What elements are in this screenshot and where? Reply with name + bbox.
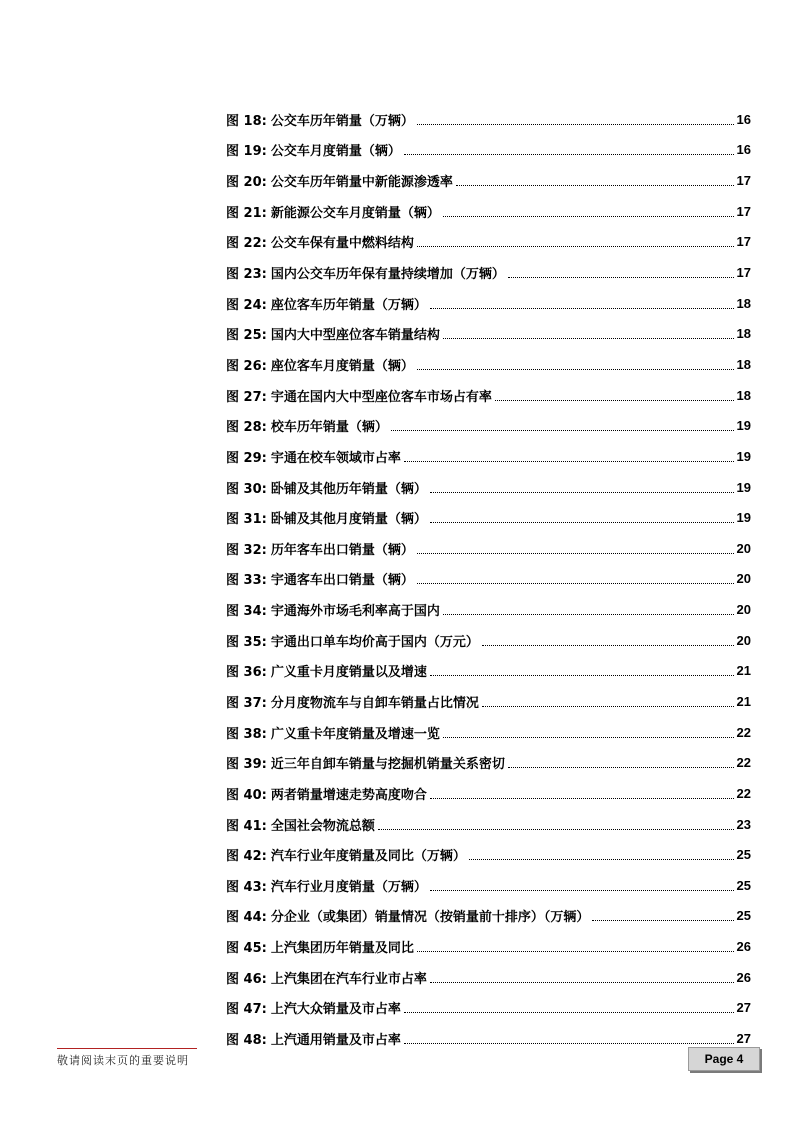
toc-entry-title: 汽车行业年度销量及同比（万辆）	[270, 849, 466, 865]
toc-entry-title: 广义重卡月度销量以及增速	[270, 665, 427, 681]
toc-entry-page-number: 26	[736, 969, 751, 985]
toc-entry[interactable]	[226, 1023, 751, 1054]
toc-entry-title: 两者销量增速走势高度吻合	[270, 787, 427, 803]
toc-entry[interactable]	[226, 288, 751, 319]
toc-entry-title: 上汽通用销量及市占率	[270, 1033, 401, 1049]
toc-dot-leader	[443, 737, 734, 738]
toc-entry-label: 图 20:	[226, 175, 267, 191]
toc-entry[interactable]	[226, 564, 751, 595]
toc-entry-title: 宇通出口单车均价高于国内（万元）	[270, 634, 479, 650]
toc-entry-label: 图 42:	[226, 849, 267, 865]
toc-entry-title: 宇通客车出口销量（辆）	[270, 573, 414, 589]
toc-entry-page-number: 22	[736, 755, 751, 771]
toc-entry-label: 图 33:	[226, 573, 267, 589]
toc-entry-page-number: 18	[736, 326, 751, 342]
toc-entry-label: 图 25:	[226, 328, 267, 344]
toc-dot-leader	[417, 553, 734, 554]
toc-entry-title: 卧铺及其他月度销量（辆）	[270, 512, 427, 528]
toc-dot-leader	[430, 982, 734, 983]
page-number-box	[688, 1047, 760, 1071]
toc-entry-label: 图 19:	[226, 144, 267, 160]
toc-entry-label: 图 39:	[226, 757, 267, 773]
toc-entry-title: 上汽集团历年销量及同比	[270, 941, 414, 957]
toc-entry-page-number: 18	[736, 356, 751, 372]
toc-entry-label: 图 48:	[226, 1033, 267, 1049]
toc-entry-label: 图 26:	[226, 358, 267, 374]
toc-dot-leader	[430, 890, 734, 891]
toc-entry[interactable]	[226, 993, 751, 1024]
toc-entry-label: 图 43:	[226, 879, 267, 895]
toc-entry-label: 图 45:	[226, 941, 267, 957]
toc-entry[interactable]	[226, 962, 751, 993]
toc-dot-leader	[482, 645, 734, 646]
toc-entry-title: 宇通海外市场毛利率高于国内	[270, 604, 440, 620]
toc-entry-title: 全国社会物流总额	[270, 818, 375, 834]
toc-dot-leader	[417, 369, 734, 370]
toc-entry[interactable]	[226, 472, 751, 503]
toc-entry-title: 国内大中型座位客车销量结构	[270, 328, 440, 344]
toc-entry-title: 上汽集团在汽车行业市占率	[270, 971, 427, 987]
toc-entry-page-number: 19	[736, 448, 751, 464]
toc-entry[interactable]	[226, 717, 751, 748]
toc-entry-label: 图 28:	[226, 420, 267, 436]
toc-entry-page-number: 17	[736, 265, 751, 281]
toc-entry[interactable]	[226, 257, 751, 288]
toc-entry-page-number: 19	[736, 418, 751, 434]
toc-entry[interactable]	[226, 656, 751, 687]
toc-entry[interactable]	[226, 410, 751, 441]
toc-entry[interactable]	[226, 625, 751, 656]
toc-entry-page-number: 22	[736, 724, 751, 740]
toc-entry-label: 图 32:	[226, 542, 267, 558]
toc-entry[interactable]	[226, 901, 751, 932]
toc-entry-page-number: 25	[736, 877, 751, 893]
toc-entry-page-number: 16	[736, 111, 751, 127]
toc-entry[interactable]	[226, 349, 751, 380]
toc-entry-label: 图 37:	[226, 695, 267, 711]
toc-entry[interactable]	[226, 747, 751, 778]
toc-entry[interactable]	[226, 870, 751, 901]
toc-dot-leader	[592, 920, 733, 921]
page-number-label: Page 4	[704, 1052, 744, 1066]
toc-entry-page-number: 20	[736, 632, 751, 648]
toc-dot-leader	[508, 277, 734, 278]
toc-dot-leader	[430, 675, 734, 676]
toc-entry-label: 图 31:	[226, 512, 267, 528]
toc-entry-page-number: 25	[736, 847, 751, 863]
toc-entry-page-number: 17	[736, 173, 751, 189]
toc-entry[interactable]	[226, 104, 751, 135]
toc-entry[interactable]	[226, 931, 751, 962]
toc-entry-title: 宇通在国内大中型座位客车市场占有率	[270, 389, 492, 405]
toc-entry-label: 图 41:	[226, 818, 267, 834]
toc-entry-label: 图 22:	[226, 236, 267, 252]
toc-entry-page-number: 20	[736, 602, 751, 618]
toc-entry-label: 图 46:	[226, 971, 267, 987]
toc-entry-title: 宇通在校车领域市占率	[270, 450, 401, 466]
toc-entry-page-number: 20	[736, 540, 751, 556]
toc-entry[interactable]	[226, 441, 751, 472]
toc-entry-page-number: 27	[736, 1000, 751, 1016]
toc-dot-leader	[469, 859, 734, 860]
toc-dot-leader	[417, 951, 734, 952]
toc-dot-leader	[430, 308, 734, 309]
toc-entry-page-number: 19	[736, 510, 751, 526]
toc-dot-leader	[391, 430, 734, 431]
toc-entry[interactable]	[226, 196, 751, 227]
toc-entry-page-number: 16	[736, 142, 751, 158]
toc-entry-label: 图 36:	[226, 665, 267, 681]
toc-entry[interactable]	[226, 502, 751, 533]
toc-entry-page-number: 21	[736, 693, 751, 709]
toc-entry-label: 图 34:	[226, 604, 267, 620]
toc-dot-leader	[482, 706, 734, 707]
toc-entry-page-number: 19	[736, 479, 751, 495]
toc-entry-title: 分月度物流车与自卸车销量占比情况	[270, 695, 479, 711]
toc-entry-page-number: 25	[736, 908, 751, 924]
toc-entry[interactable]	[226, 778, 751, 809]
toc-entry-title: 近三年自卸车销量与挖掘机销量关系密切	[270, 757, 505, 773]
toc-entry-title: 分企业（或集团）销量情况（按销量前十排序）（万辆）	[270, 910, 590, 926]
toc-entry-title: 卧铺及其他历年销量（辆）	[270, 481, 427, 497]
toc-dot-leader	[430, 492, 734, 493]
toc-dot-leader	[417, 583, 734, 584]
toc-entry[interactable]	[226, 686, 751, 717]
toc-entry-title: 公交车历年销量中新能源渗透率	[270, 175, 453, 191]
toc-entry-title: 上汽大众销量及市占率	[270, 1002, 401, 1018]
toc-entry-page-number: 17	[736, 234, 751, 250]
toc-entry-label: 图 27:	[226, 389, 267, 405]
toc-entry-title: 新能源公交车月度销量（辆）	[270, 205, 440, 221]
toc-entry-label: 图 35:	[226, 634, 267, 650]
toc-entry-page-number: 18	[736, 295, 751, 311]
toc-entry[interactable]	[226, 533, 751, 564]
toc-entry[interactable]	[226, 318, 751, 349]
table-of-figures	[226, 104, 751, 1054]
toc-entry-title: 广义重卡年度销量及增速一览	[270, 726, 440, 742]
toc-entry-label: 图 44:	[226, 910, 267, 926]
toc-entry[interactable]	[226, 809, 751, 840]
footer-divider	[57, 1048, 197, 1049]
toc-entry-page-number: 23	[736, 816, 751, 832]
toc-entry-page-number: 17	[736, 203, 751, 219]
toc-entry-title: 公交车保有量中燃料结构	[270, 236, 414, 252]
toc-entry-page-number: 21	[736, 663, 751, 679]
toc-entry-label: 图 38:	[226, 726, 267, 742]
toc-dot-leader	[404, 154, 734, 155]
toc-entry-title: 座位客车历年销量（万辆）	[270, 297, 427, 313]
toc-entry[interactable]	[226, 135, 751, 166]
toc-entry[interactable]	[226, 165, 751, 196]
toc-dot-leader	[508, 767, 734, 768]
toc-entry-label: 图 47:	[226, 1002, 267, 1018]
toc-entry-label: 图 21:	[226, 205, 267, 221]
toc-dot-leader	[378, 829, 734, 830]
toc-entry-label: 图 18:	[226, 113, 267, 129]
toc-entry-label: 图 30:	[226, 481, 267, 497]
toc-entry[interactable]	[226, 227, 751, 258]
toc-entry-page-number: 20	[736, 571, 751, 587]
toc-dot-leader	[443, 614, 734, 615]
toc-dot-leader	[430, 522, 734, 523]
toc-dot-leader	[495, 400, 734, 401]
footer-disclaimer-note: 敬请阅读末页的重要说明	[57, 1054, 189, 1067]
toc-dot-leader	[417, 124, 734, 125]
toc-dot-leader	[430, 798, 734, 799]
toc-entry[interactable]	[226, 594, 751, 625]
toc-dot-leader	[404, 1043, 734, 1044]
toc-entry-title: 座位客车月度销量（辆）	[270, 358, 414, 374]
toc-entry-title: 公交车历年销量（万辆）	[270, 113, 414, 129]
toc-dot-leader	[456, 185, 734, 186]
toc-entry-page-number: 18	[736, 387, 751, 403]
toc-entry-label: 图 29:	[226, 450, 267, 466]
toc-entry-page-number: 26	[736, 939, 751, 955]
toc-entry-label: 图 23:	[226, 267, 267, 283]
toc-dot-leader	[443, 338, 734, 339]
toc-entry-title: 校车历年销量（辆）	[270, 420, 388, 436]
toc-dot-leader	[404, 1012, 734, 1013]
toc-entry[interactable]	[226, 380, 751, 411]
toc-entry-title: 历年客车出口销量（辆）	[270, 542, 414, 558]
toc-entry-label: 图 40:	[226, 787, 267, 803]
toc-entry-page-number: 27	[736, 1031, 751, 1047]
toc-entry[interactable]	[226, 839, 751, 870]
toc-dot-leader	[417, 246, 734, 247]
toc-entry-title: 国内公交车历年保有量持续增加（万辆）	[270, 267, 505, 283]
toc-entry-title: 汽车行业月度销量（万辆）	[270, 879, 427, 895]
toc-dot-leader	[404, 461, 734, 462]
toc-entry-title: 公交车月度销量（辆）	[270, 144, 401, 160]
toc-entry-label: 图 24:	[226, 297, 267, 313]
toc-dot-leader	[443, 216, 734, 217]
toc-entry-page-number: 22	[736, 785, 751, 801]
